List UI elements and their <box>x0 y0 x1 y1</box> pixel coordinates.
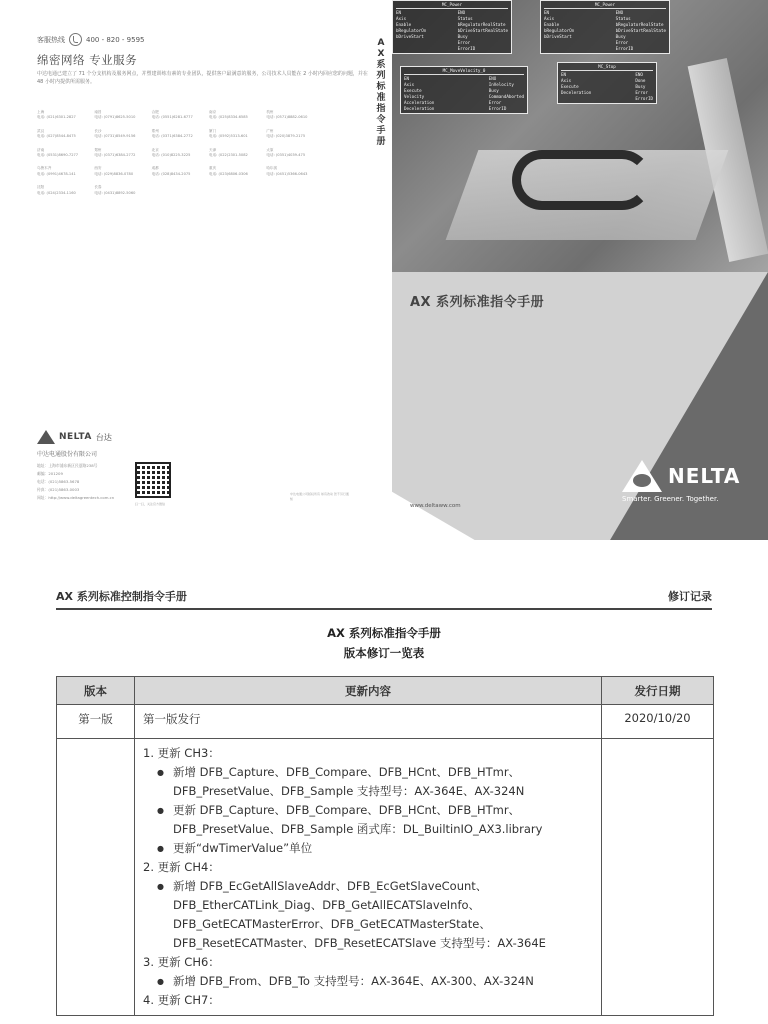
row-content <box>135 739 602 1016</box>
contact-line: 地址：上海市浦东新区民夏路238号 <box>37 463 98 468</box>
office-phone: 电话: (0571)8882-0610 <box>266 115 308 120</box>
fb-outputs: ENO Status bRegulatorRealState bDriveStartRealState Busy Error ErrorID <box>615 10 666 51</box>
office-entry <box>209 110 262 121</box>
col-date: 发行日期 <box>602 677 714 705</box>
office-entry <box>37 148 90 159</box>
function-block-1 <box>392 0 512 54</box>
office-city: 杭州 <box>266 110 274 114</box>
company-name: 中达电通股份有限公司 <box>37 451 98 458</box>
change-bullet: ● 新增 DFB_From、DFB_To 支持型号：AX-364E、AX-300、AX-324N <box>143 972 593 991</box>
office-city: 成都 <box>151 166 159 171</box>
table-row <box>57 739 714 1016</box>
office-phone: 电话: (0351)4039-475 <box>266 153 306 158</box>
change-bullet: ● 更新“dwTimerValue”单位 <box>143 839 593 858</box>
office-phone: 电话: (0731)8549-9156 <box>94 134 136 139</box>
row-version <box>57 739 135 1016</box>
photo-cable <box>512 150 652 210</box>
office-city: 哈尔滨 <box>266 166 278 171</box>
office-phone: 电话: (027)8544-8475 <box>37 134 76 139</box>
office-entry <box>324 166 377 177</box>
office-city: 上海 <box>37 110 45 114</box>
col-version: 版本 <box>57 677 135 705</box>
office-city: 厦门 <box>208 128 217 133</box>
row-date <box>602 739 714 1016</box>
row-date: 2020/10/20 <box>602 705 714 739</box>
logo-tagline: Smarter. Greener. Together. <box>622 495 719 503</box>
office-phone: 电话: (022)2301-5082 <box>208 153 248 158</box>
office-entry <box>94 185 147 196</box>
brand-cn: 台达 <box>95 432 112 442</box>
fb-title: MC_Power <box>396 2 508 9</box>
fb-outputs: ENO Status bRegulatorRealState bDriveStartRealState Busy Error ErrorID <box>457 10 508 51</box>
office-city: 合肥 <box>151 110 159 114</box>
change-section: 4. 更新 CH7： <box>143 993 220 1007</box>
delta-triangle-icon <box>37 430 55 444</box>
office-entry <box>152 110 205 121</box>
logo-word: NELTA <box>668 464 741 488</box>
office-entry <box>94 166 147 177</box>
office-entry <box>37 129 90 140</box>
office-phone: 电话: (0531)8690-7277 <box>37 153 79 158</box>
office-city: 北京 <box>151 147 159 152</box>
office-phone: 电话: (0551)6281-6777 <box>151 115 193 120</box>
office-phone: 电话: (010)8225-3225 <box>151 153 191 158</box>
change-section: 3. 更新 CH6： <box>143 955 220 969</box>
office-entry <box>152 129 205 140</box>
service-intro: 中达电通已建立了 71 个分支机构及服务网点，并塑建训练有素的专业团队，提供客户最满意的服务，公司技术人员能在 2 小时内回应您的问题，并在 48 小时内提供所需服务。 <box>37 71 368 85</box>
brand-en: NELTA <box>59 432 92 442</box>
office-city: 太原 <box>266 147 274 152</box>
office-entry <box>94 129 147 140</box>
office-phone: 电话: (021)6301-2827 <box>37 115 76 120</box>
contact-line: 邮编：201209 <box>37 471 63 476</box>
fb-outputs: ENO InVelocity Busy CommandAborted Error ErrorID <box>488 76 524 111</box>
book-title: AX 系列标准指令手册 <box>410 295 545 310</box>
office-city: 长春 <box>94 185 102 190</box>
office-entry <box>209 129 262 140</box>
office-list <box>37 110 377 196</box>
office-phone: 电话: (029)8836-0780 <box>94 171 134 176</box>
office-entry <box>152 148 205 159</box>
title-line-2: 版本修订一览表 <box>343 646 425 660</box>
office-phone: 电话: (023)6806-0306 <box>208 171 248 176</box>
office-entry <box>209 166 262 177</box>
revision-table <box>56 676 714 1016</box>
cover-photo <box>392 0 768 272</box>
office-phone: 电话: (0991)4678-141 <box>37 171 76 176</box>
office-entry <box>152 166 205 177</box>
office-phone: 电话: (0451)5366-0643 <box>266 171 308 176</box>
office-entry <box>324 129 377 140</box>
function-block-1b <box>540 0 670 54</box>
phone-icon <box>69 33 82 46</box>
delta-triangle-icon <box>622 460 662 492</box>
table-header-row <box>57 677 714 705</box>
vertical-title: AX系列标准指令手册 <box>376 38 386 147</box>
fb-inputs: EN Axis Execute Deceleration <box>561 72 592 95</box>
website-url: www.deltaww.com <box>410 503 461 509</box>
change-bullet: ● 新增 DFB_EcGetAllSlaveAddr、DFB_EcGetSlaveCount、DFB_EtherCATLink_Diag、DFB_GetAllECATSlaveInfo、DFB_GetECATMasterError、DFB_GetECATMasterState、DFB_ResetECATMaster、DFB_ResetECATSlave 支持型号：AX-364E <box>143 877 593 953</box>
header-left: AX 系列标准控制指令手册 <box>56 590 187 603</box>
contact-line: 网址：http://www.deltagreentech.com.cn <box>37 495 115 500</box>
slogan: 绵密网络 专业服务 <box>37 53 138 67</box>
contact-block <box>37 462 114 502</box>
delta-logo <box>622 460 752 503</box>
office-phone: 电话: (0791)8625-5010 <box>94 115 136 120</box>
office-entry <box>266 148 319 159</box>
qr-code-icon <box>135 462 171 498</box>
delta-logo-small <box>37 430 112 444</box>
office-phone: 电话: (028)8434-2075 <box>151 171 191 176</box>
change-bullet: ● 更新 DFB_Capture、DFB_Compare、DFB_HCnt、DFB_HTmr、DFB_PresetValue、DFB_Sample 函式库：DL_BuiltinIO_AX3.library <box>143 801 593 839</box>
office-phone: 电话: (0371)6384-2772 <box>151 134 193 139</box>
fb-inputs: EN Axis Execute Velocity Acceleration Deceleration <box>404 76 435 111</box>
change-section: 1. 更新 CH3： <box>143 746 220 760</box>
header-right: 修订记录 <box>668 590 712 603</box>
office-city: 南京 <box>208 110 217 114</box>
qr-caption: 扫一扫，关注官方微信 <box>135 502 166 506</box>
fb-title: MC_Stop <box>561 64 653 71</box>
office-entry <box>94 148 147 159</box>
office-entry <box>266 110 319 121</box>
title-line-1: AX 系列标准指令手册 <box>327 626 441 640</box>
office-phone: 电话: (020)3879-2175 <box>266 134 306 139</box>
hotline-number: 400 - 820 - 9595 <box>86 35 145 44</box>
office-entry <box>266 166 319 177</box>
office-city: 广州 <box>266 128 274 133</box>
contact-line: 电话：(021)5863-5678 <box>37 479 80 484</box>
change-bullet: ● 新增 DFB_Capture、DFB_Compare、DFB_HCnt、DFB_HTmr、DFB_PresetValue、DFB_Sample 支持型号：AX-364E、AX-324N <box>143 763 593 801</box>
fb-title: MC_Power <box>544 2 666 9</box>
office-entry <box>37 166 90 177</box>
fb-outputs: ENO Done Busy Error ErrorID <box>635 72 653 101</box>
office-entry <box>266 129 319 140</box>
function-block-2 <box>400 66 528 114</box>
office-city: 重庆 <box>208 166 217 171</box>
office-entry <box>209 148 262 159</box>
office-entry <box>324 148 377 159</box>
office-entry <box>37 110 90 121</box>
revision-page <box>0 560 768 1024</box>
office-entry <box>37 185 90 196</box>
page-header <box>56 588 712 604</box>
fb-inputs: EN Axis Enable bRegulatorOn bDriveStart <box>396 10 427 39</box>
page-title <box>0 623 768 663</box>
office-entry <box>324 110 377 121</box>
office-city: 天津 <box>208 147 217 152</box>
change-section: 2. 更新 CH4： <box>143 860 220 874</box>
office-city: 济南 <box>37 147 45 152</box>
function-block-3 <box>557 62 657 104</box>
header-rule <box>56 608 712 610</box>
office-city: 郑州 <box>151 128 159 133</box>
office-city: 武汉 <box>37 128 45 133</box>
office-entry <box>94 110 147 121</box>
office-city: 西安 <box>94 166 102 171</box>
office-phone: 电话: (0592)5313-601 <box>208 134 248 139</box>
hotline-label: 客服热线 <box>37 35 65 44</box>
col-content: 更新内容 <box>135 677 602 705</box>
hotline <box>37 33 145 46</box>
office-city: 乌鲁木齐 <box>37 166 52 171</box>
row-version: 第一版 <box>57 705 135 739</box>
row-content: 第一版发行 <box>135 705 602 739</box>
office-phone: 电话: (0431)8892-5060 <box>94 190 136 195</box>
office-phone: 电话: (0371)6384-2772 <box>94 153 136 158</box>
office-city: 郑州 <box>94 147 102 152</box>
office-phone: 电话: (024)2334-1160 <box>37 190 76 195</box>
office-city: 沈阳 <box>37 185 45 190</box>
table-row <box>57 705 714 739</box>
office-city: 长沙 <box>94 128 102 133</box>
office-city: 南昌 <box>94 110 102 114</box>
office-phone: 电话: (025)8334-6585 <box>208 115 248 120</box>
fb-inputs: EN Axis Enable bRegulatorOn bDriveStart <box>544 10 575 39</box>
contact-line: 传真：(021)5863-0003 <box>37 487 80 492</box>
fine-print: 中达电通公司版权所有 如有改动 恕不另行通知 <box>290 492 349 501</box>
fb-title: MC_MoveVelocity_0 <box>404 68 524 75</box>
